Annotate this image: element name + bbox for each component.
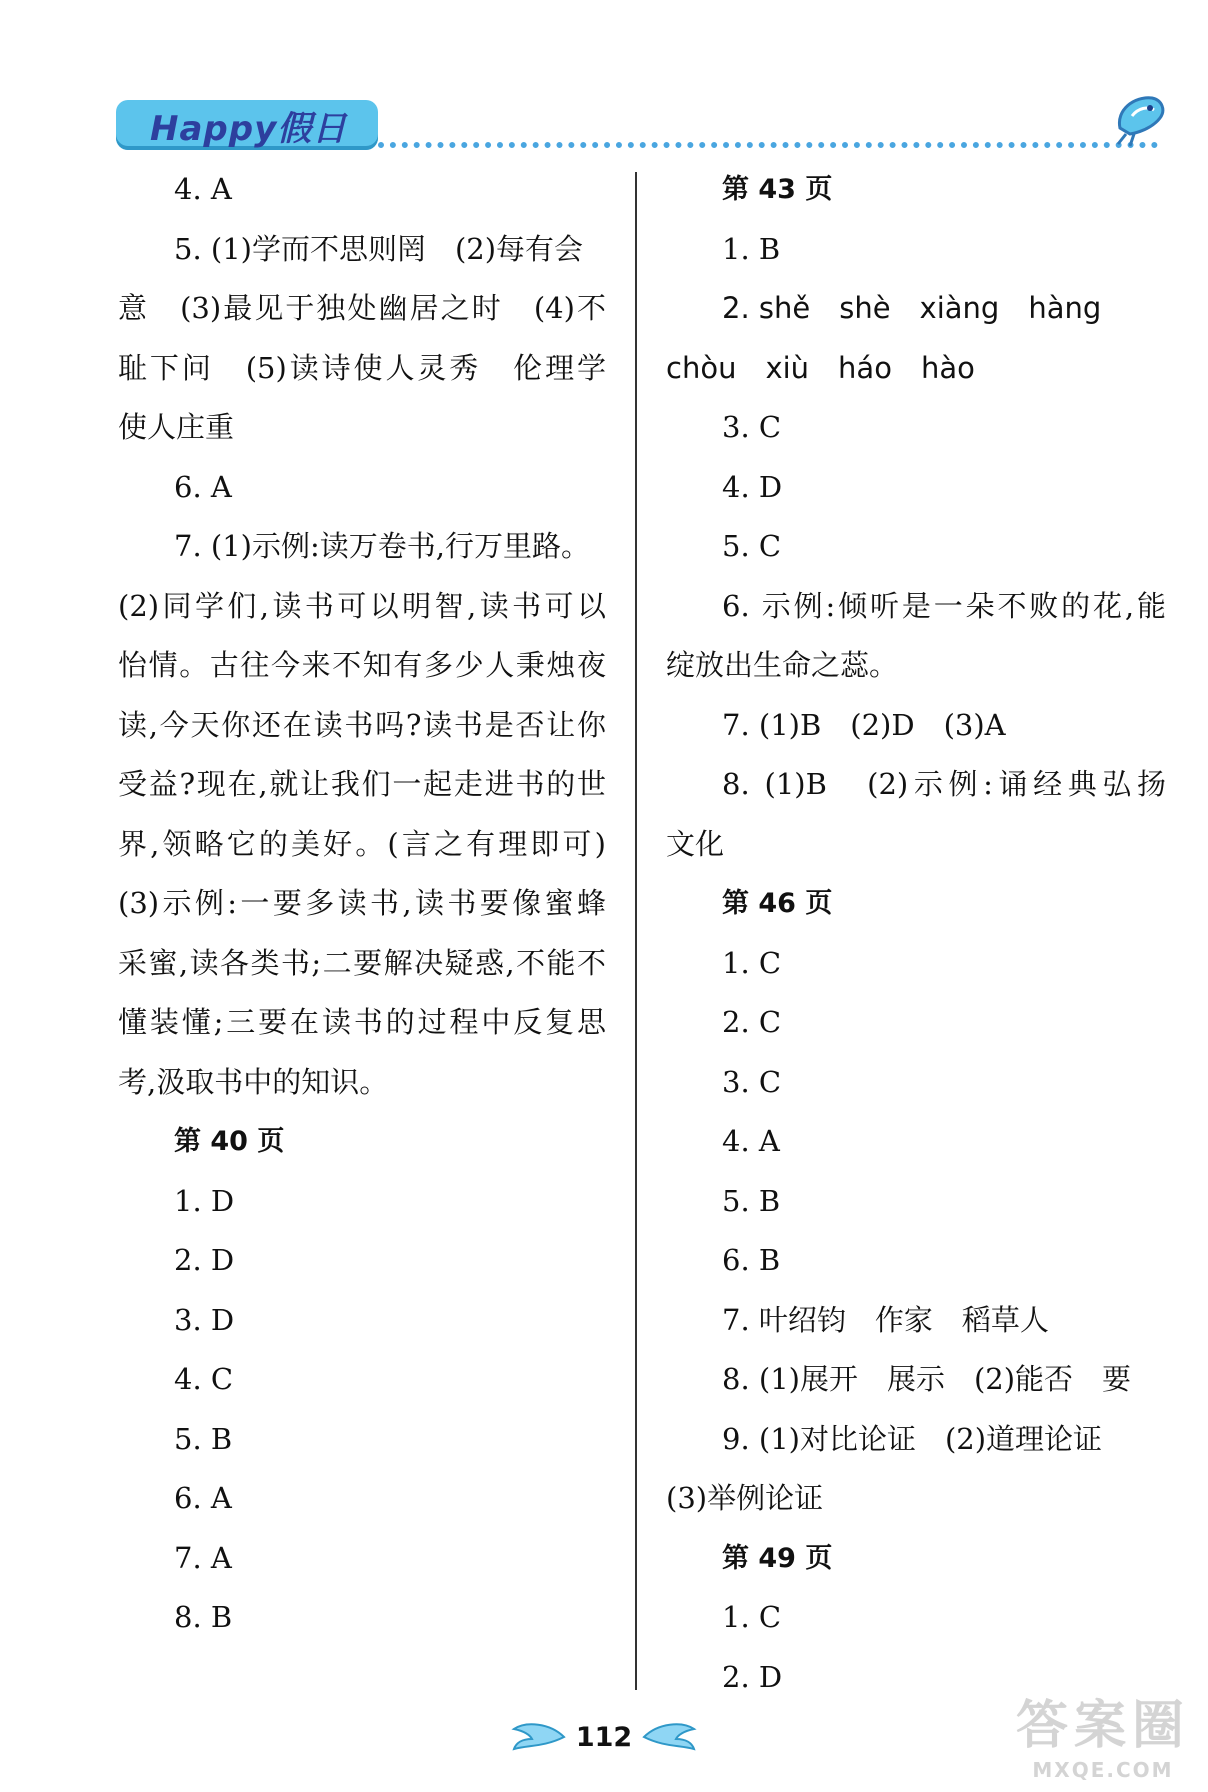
- bird-icon: [1112, 88, 1168, 148]
- answer-line: 2. C: [722, 1005, 782, 1039]
- right-column: [666, 160, 1166, 1707]
- answer-line: 5. C: [722, 529, 782, 563]
- answer-line: 界,领略它的美好。(言之有理即可): [118, 826, 606, 861]
- answer-line: 懂装懂;三要在读书的过程中反复思: [118, 1005, 606, 1039]
- answer-line: 5. B: [174, 1421, 233, 1456]
- answer-line: 3. C: [722, 410, 782, 444]
- page-heading: 第 40 页: [174, 1126, 285, 1157]
- answer-line: 4. A: [174, 172, 232, 206]
- answer-line: 6. B: [722, 1243, 781, 1277]
- answer-line: 耻下问 (5)读诗使人灵秀 伦理学: [118, 350, 606, 385]
- header-banner: [116, 100, 378, 150]
- answer-line: 2. D: [174, 1243, 235, 1277]
- left-column: [118, 160, 606, 1648]
- answer-line: 1. D: [174, 1183, 235, 1218]
- answer-line: 2. D: [722, 1659, 783, 1694]
- answer-line: (2)同学们,读书可以明智,读书可以: [118, 588, 606, 623]
- answer-line: 6. A: [174, 1481, 232, 1515]
- answer-line: 7. 叶绍钧 作家 稻草人: [722, 1302, 1049, 1337]
- answer-line: 6. 示例:倾听是一朵不败的花,能: [722, 588, 1166, 623]
- answer-line: 6. A: [174, 469, 232, 504]
- watermark: [1016, 1683, 1190, 1782]
- answer-line: 7. A: [174, 1540, 232, 1575]
- watermark-url: MXQE.COM: [1032, 1758, 1174, 1782]
- answer-line: 绽放出生命之蕊。: [666, 648, 899, 682]
- answer-line: 读,今天你还在读书吗?读书是否让你: [118, 707, 606, 742]
- page-number: 112: [575, 1721, 633, 1753]
- answer-line: 怡情。古往今来不知有多少人秉烛夜: [118, 648, 606, 682]
- answer-line: 1. B: [722, 231, 781, 266]
- answer-line: 文化: [666, 826, 725, 861]
- column-divider: [635, 172, 637, 1690]
- left-wing-icon: [510, 1719, 566, 1755]
- header-title: Happy假日: [150, 108, 348, 149]
- answer-line: 1. C: [722, 1600, 782, 1634]
- answer-line: 7. (1)示例:读万卷书,行万里路。: [174, 529, 590, 563]
- page-heading: 第 43 页: [722, 174, 833, 205]
- answer-line: 受益?现在,就让我们一起走进书的世: [118, 767, 606, 801]
- answer-line: (3)示例:一要多读书,读书要像蜜蜂: [118, 886, 606, 920]
- answer-line: 3. C: [722, 1064, 782, 1099]
- page-heading: 第 46 页: [722, 888, 833, 919]
- answer-line: chòu xiù háo hào: [666, 350, 975, 385]
- answer-line: 3. D: [174, 1302, 235, 1337]
- answer-line: 2. shě shè xiàng hàng: [722, 291, 1102, 325]
- answer-line: 7. (1)B (2)D (3)A: [722, 707, 1006, 742]
- watermark-logo-text: 答案圈: [1015, 1696, 1190, 1756]
- answer-line: 8. (1)B (2)示例:诵经典弘扬: [722, 767, 1166, 801]
- answer-line: 8. B: [174, 1600, 233, 1634]
- answer-line: (3)举例论证: [666, 1481, 824, 1515]
- answer-line: 采蜜,读各类书;二要解决疑惑,不能不: [118, 945, 606, 980]
- header-dotted-rule: [378, 142, 1158, 148]
- answer-line: 5. B: [722, 1183, 781, 1218]
- right-wing-icon: [642, 1719, 698, 1755]
- answer-line: 4. C: [174, 1362, 234, 1396]
- answer-line: 4. A: [722, 1124, 780, 1158]
- answer-line: 5. (1)学而不思则罔 (2)每有会: [174, 231, 584, 266]
- answer-line: 考,汲取书中的知识。: [118, 1064, 389, 1099]
- answer-line: 9. (1)对比论证 (2)道理论证: [722, 1421, 1103, 1456]
- answer-line: 1. C: [722, 945, 782, 980]
- answer-line: 使人庄重: [118, 410, 235, 444]
- answer-line: 意 (3)最见于独处幽居之时 (4)不: [118, 291, 606, 325]
- page-heading: 第 49 页: [722, 1542, 833, 1574]
- answer-line: 8. (1)展开 展示 (2)能否 要: [722, 1362, 1132, 1396]
- answer-line: 4. D: [722, 469, 783, 504]
